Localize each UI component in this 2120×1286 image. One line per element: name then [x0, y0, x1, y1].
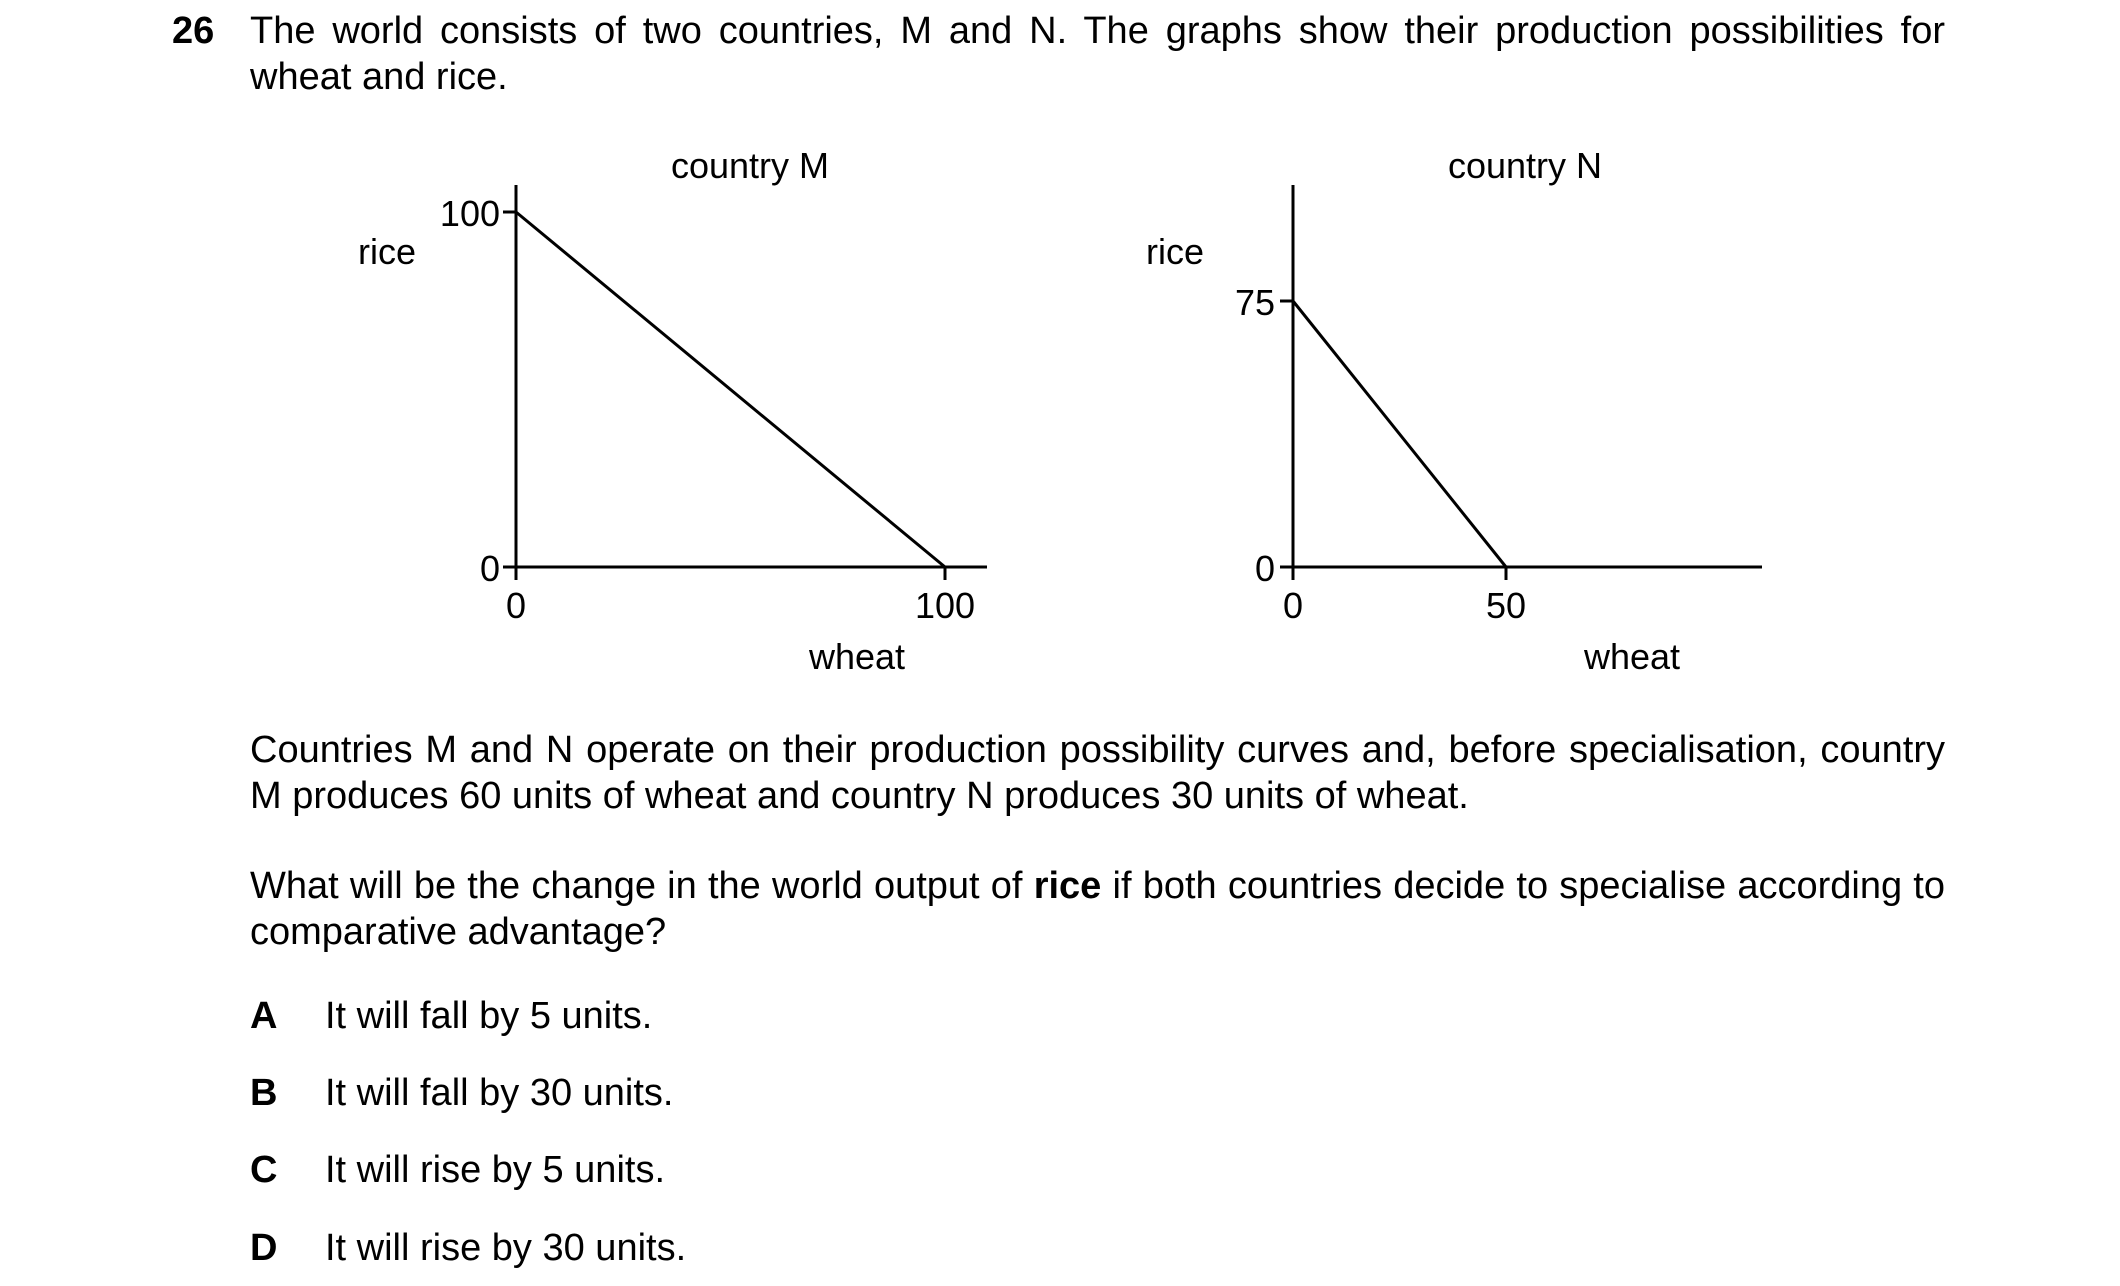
chart-m-title: country M — [670, 145, 830, 186]
chart-country-n — [1146, 145, 1762, 677]
chart-n-xlabel: wheat — [1583, 636, 1681, 677]
option-d-letter: D — [250, 1227, 278, 1269]
option-b-letter: B — [250, 1072, 278, 1114]
chart-n-ppc-line — [1293, 301, 1506, 567]
question-prompt — [250, 863, 1945, 955]
chart-m-ytick-label-0: 0 — [479, 548, 500, 589]
chart-n-xtick-label-50: 50 — [1485, 585, 1527, 626]
option-d-text: It will rise by 30 units. — [325, 1227, 687, 1269]
scenario-paragraph: Countries M and N operate on their production possibility curves and, before specialisation, country M produces 60 units of wheat and country N produces 30 units of wheat. — [250, 729, 1945, 817]
chart-n-xtick-label-0: 0 — [1282, 585, 1304, 626]
chart-country-m — [358, 145, 987, 677]
option-a-text: It will fall by 5 units. — [325, 995, 653, 1037]
prompt-text-after: if both countries decide to specialise according to comparative advantage? — [250, 865, 1945, 953]
prompt-emphasis-rice: rice — [1033, 865, 1102, 907]
chart-m-xlabel: wheat — [808, 636, 906, 677]
chart-m-ytick-label-100: 100 — [439, 193, 500, 234]
option-b-text: It will fall by 30 units. — [325, 1072, 674, 1114]
question-stem: The world consists of two countries, M and N. The graphs show their production possibilities for wheat and rice. — [250, 10, 1945, 98]
chart-n-ytick-label-75: 75 — [1234, 282, 1275, 323]
option-c-letter: C — [250, 1149, 278, 1191]
chart-m-ylabel: rice — [357, 231, 417, 272]
chart-m-xtick-label-0: 0 — [505, 585, 527, 626]
chart-n-title: country N — [1447, 145, 1603, 186]
option-c-text: It will rise by 5 units. — [325, 1149, 665, 1191]
chart-m-ppc-line — [516, 212, 945, 567]
prompt-text-before: What will be the change in the world output of — [250, 865, 1034, 907]
chart-n-ytick-label-0: 0 — [1254, 548, 1275, 589]
chart-m-xtick-label-100: 100 — [914, 585, 976, 626]
option-a-letter: A — [250, 995, 278, 1037]
question-number: 26 — [172, 10, 215, 52]
chart-n-ylabel: rice — [1145, 231, 1205, 272]
